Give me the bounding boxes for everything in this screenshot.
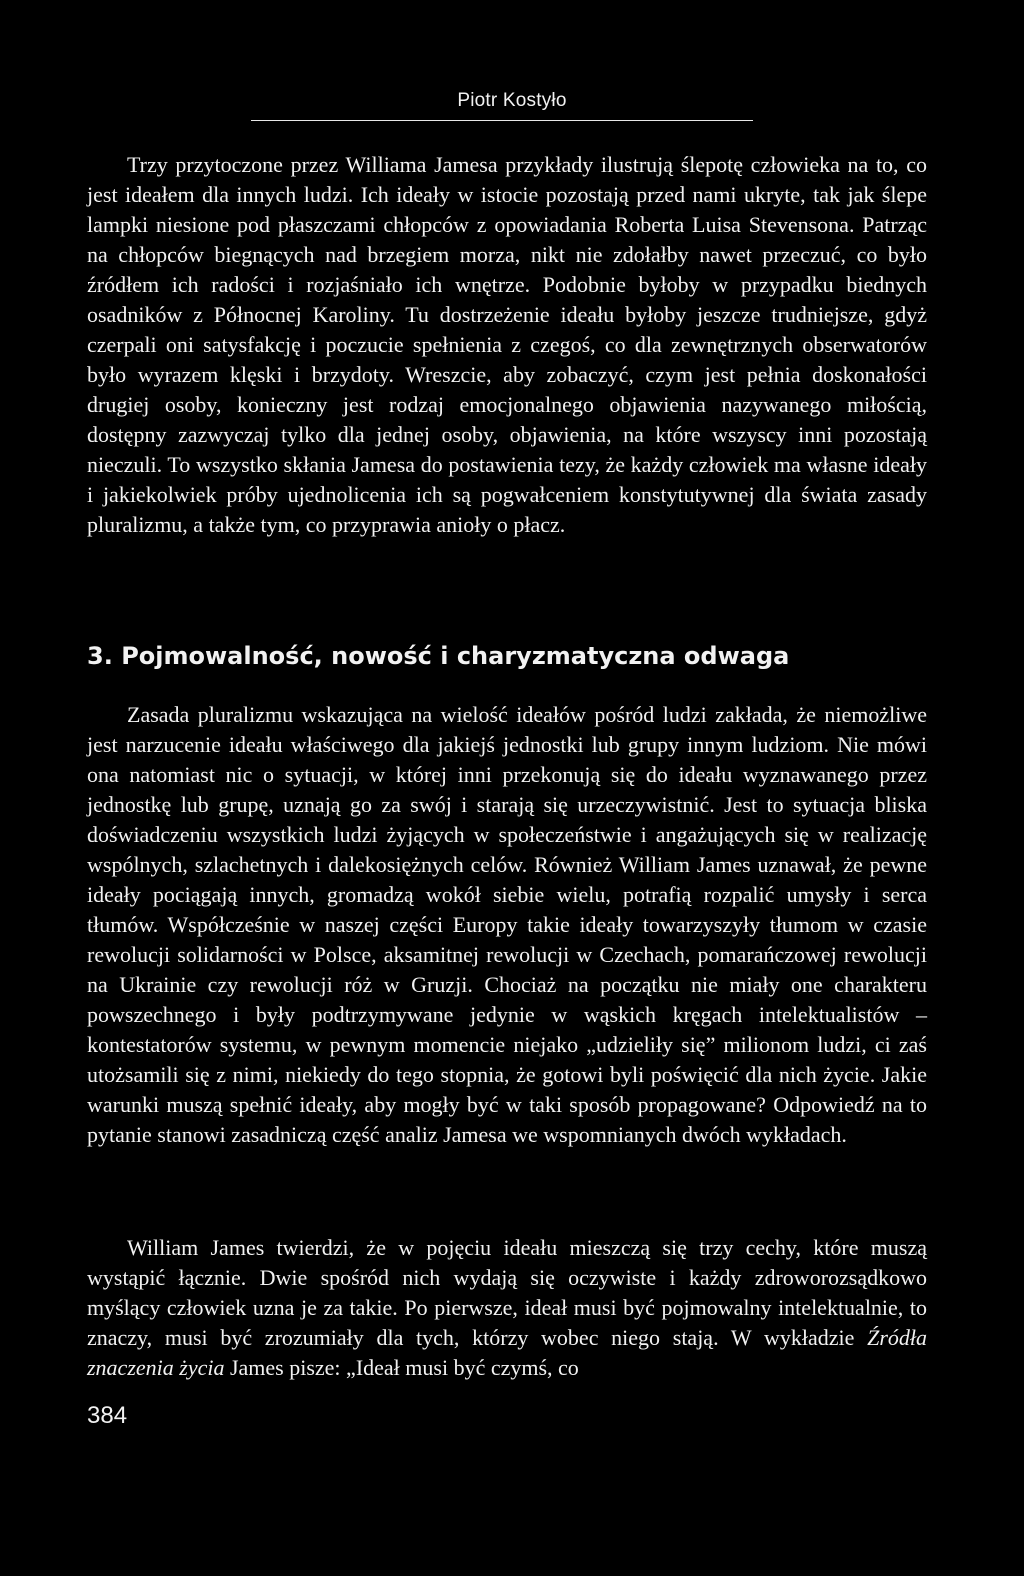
paragraph-2: Zasada pluralizmu wskazująca na wielość ideałów pośród ludzi zakłada, że niemożliwe jest narzucenie ideału właściwego dla jakiejś jednostki lub grupy innym ludziom. Nie mówi ona natomiast nic o sytuacji, w której inni przekonują się do ideału wyznawanego przez jednostkę lub grupę, uznają go za swój i starają się urzeczywistnić. Jest to sytuacja bliska doświadczeniu wszystkich ludzi żyjących w społeczeństwie i angażujących się w realizację wspólnych, szlachetnych i dalekosiężnych celów. Również William James uznawał, że pewne ideały pociągają innych, gromadzą wokół siebie wielu, potrafią rozpalić umysły i serca tłumów. Współcześnie w naszej części Europy takie ideały towarzyszyły tłumom w czasie rewolucji solidarności w Polsce, aksamitnej rewolucji w Czechach, pomarańczowej rewolucji na Ukrainie czy rewolucji róż w Gruzji. Chociaż na początku nie miały one charakteru powszechnego i były podtrzymywane jedynie w wąskich kręgach intelektualistów – kontestatorów systemu, w pewnym momencie niejako „udzieliły się” milionom ludzi, ci zaś utożsamili się z nimi, niekiedy do tego stopnia, że gotowi byli poświęcić dla nich życie. Jakie warunki muszą spełnić ideały, aby mogły być w taki sposób propagowane? Odpowiedź na to pytanie stanowi zasadniczą część analiz Jamesa we wspomnianych dwóch wykładach. bbox=[87, 702, 927, 1147]
section-title: Pojmowalność, nowość i charyzmatyczna odwaga bbox=[121, 642, 790, 670]
section-number: 3. bbox=[87, 642, 113, 670]
paragraph-3 bbox=[87, 1233, 927, 1383]
page-number: 384 bbox=[87, 1402, 128, 1429]
paragraph-3-text-end: James pisze: „Ideał musi być czymś, co bbox=[224, 1355, 579, 1380]
paragraph-1: Trzy przytoczone przez Williama Jamesa przykłady ilustrują ślepotę człowieka na to, co jest ideałem dla innych ludzi. Ich ideały w istocie pozostają przed nami ukryte, tak jak ślepe lampki niesione pod płaszczami chłopców z opowiadania Roberta Luisa Stevensona. Patrząc na chłopców biegnących nad brzegiem morza, nikt nie zdołałby nawet przeczuć, co było źródłem ich radości i rozjaśniało ich wnętrze. Podobnie byłoby w przypadku biednych osadników z Północnej Karoliny. Tu dostrzeżenie ideału byłoby jeszcze trudniejsze, gdyż czerpali oni satysfakcję i poczucie spełnienia z czegoś, co dla zewnętrznych obserwatorów było wyrazem klęski i brzydoty. Wreszcie, aby zobaczyć, czym jest pełnia doskonałości drugiej osoby, konieczny jest rodzaj emocjonalnego objawienia nazywanego miłością, dostępny zazwyczaj tylko dla jednej osoby, objawienia, na które wszyscy inni pozostają nieczuli. To wszystko skłania Jamesa do postawienia tezy, że każdy człowiek ma własne ideały i jakiekolwiek próby ujednolicenia ich są pogwałceniem konstytutywnej dla świata zasady pluralizmu, a także tym, co przyprawia anioły o płacz. bbox=[87, 152, 927, 537]
section-heading bbox=[87, 642, 789, 670]
book-title-italic: Źródła znaczenia życia bbox=[87, 1325, 927, 1380]
header-author: Piotr Kostyło bbox=[457, 90, 567, 111]
paragraph-3-text-start: William James twierdzi, że w pojęciu ideału mieszczą się trzy cechy, które muszą wystąpić łącznie. Dwie spośród nich wydają się oczywiste i każdy zdroworozsądkowo myślący człowiek uzna je za takie. Po pierwsze, ideał musi być pojmowalny intelektualnie, to znaczy, musi być zrozumiały dla tych, którzy wobec niego stają. W wykładzie bbox=[87, 1235, 927, 1350]
running-header bbox=[0, 90, 1024, 112]
header-rule bbox=[251, 120, 753, 121]
